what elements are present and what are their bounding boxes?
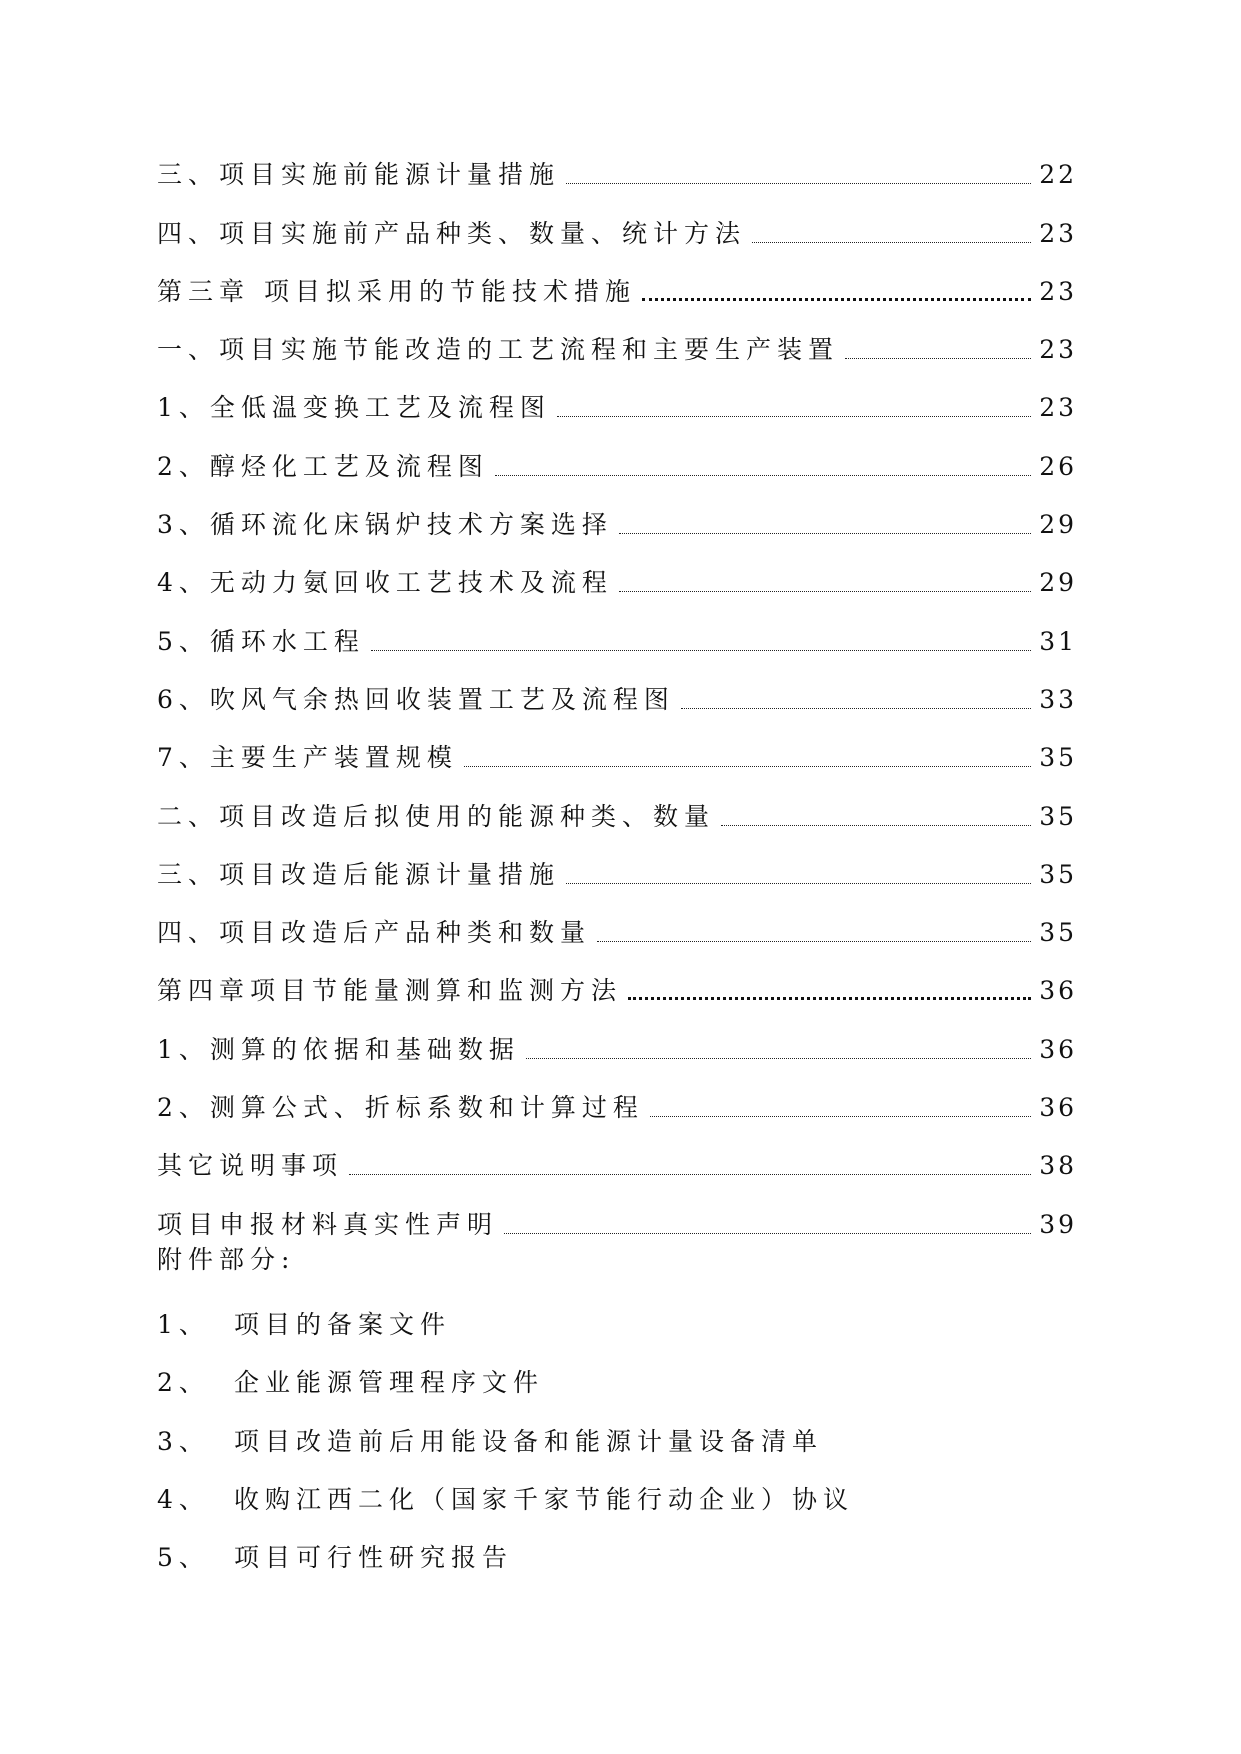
toc-page-number: 23 [1039,393,1077,423]
toc-leader-dots [619,591,1031,592]
toc-leader-dots [464,766,1031,767]
attachment-number: 1、 [157,1310,210,1340]
attachment-text: 收购江西二化（国家千家节能行动企业）协议 [234,1485,855,1515]
attachment-number: 5、 [157,1543,210,1573]
toc-leader-dots [526,1058,1031,1059]
toc-leader-dots [371,650,1031,651]
toc-leader-dots [566,883,1031,884]
toc-page-number: 26 [1039,451,1077,481]
toc-page-number: 36 [1039,976,1077,1006]
toc-leader-dots [721,825,1031,826]
toc-entry-title: 一、项目实施节能改造的工艺流程和主要生产装置 [157,335,840,365]
attachment-item [157,1352,1077,1410]
toc-page-number: 22 [1039,160,1077,190]
toc-row[interactable] [157,1071,1077,1129]
toc-entry-title: 第四章项目节能量测算和监测方法 [157,976,623,1006]
attachments-list [157,1294,1077,1585]
toc-entry-title: 7、主要生产装置规模 [157,743,458,773]
attachment-text: 项目可行性研究报告 [234,1543,514,1573]
toc-leader-dots [681,708,1031,709]
attachment-number: 3、 [157,1426,210,1456]
attachment-item [157,1469,1077,1527]
toc-leader-dots [597,941,1031,942]
toc-entry-title: 3、循环流化床锅炉技术方案选择 [157,510,613,540]
toc-row[interactable] [157,779,1077,837]
toc-entry-title: 项目申报材料真实性声明 [157,1209,499,1239]
toc-page-number: 29 [1039,510,1077,540]
toc-page-number: 35 [1039,859,1077,889]
attachment-item [157,1411,1077,1469]
toc-row[interactable] [157,546,1077,604]
toc-page-number: 23 [1039,335,1077,365]
toc-row[interactable] [157,196,1077,254]
table-of-contents [157,138,1077,1246]
toc-page-number: 33 [1039,684,1077,714]
toc-entry-title: 2、醇烃化工艺及流程图 [157,451,489,481]
toc-row[interactable] [157,371,1077,429]
attachment-text: 企业能源管理程序文件 [234,1368,545,1398]
toc-page-number: 36 [1039,1093,1077,1123]
toc-page-number: 35 [1039,918,1077,948]
toc-entry-title: 第三章 项目拟采用的节能技术措施 [157,276,636,306]
toc-entry-title: 1、测算的依据和基础数据 [157,1034,520,1064]
toc-page-number: 23 [1039,276,1077,306]
toc-chapter-row[interactable] [157,255,1077,313]
toc-leader-dots [619,533,1031,534]
toc-entry-title: 2、测算公式、折标系数和计算过程 [157,1093,644,1123]
toc-entry-title: 1、全低温变换工艺及流程图 [157,393,551,423]
toc-leader-dots [752,242,1031,243]
toc-row[interactable] [157,1187,1077,1245]
toc-page-number: 38 [1039,1151,1077,1181]
toc-entry-title: 4、无动力氨回收工艺技术及流程 [157,568,613,598]
toc-page-number: 23 [1039,218,1077,248]
attachment-text: 项目的备案文件 [234,1310,452,1340]
attachment-number: 4、 [157,1485,210,1515]
toc-row[interactable] [157,488,1077,546]
toc-row[interactable] [157,838,1077,896]
toc-row[interactable] [157,896,1077,954]
toc-entry-title: 5、循环水工程 [157,626,365,656]
toc-row[interactable] [157,429,1077,487]
attachment-number: 2、 [157,1368,210,1398]
toc-leader-dots [650,1116,1031,1117]
toc-page-number: 35 [1039,801,1077,831]
toc-leader-dots [845,358,1031,359]
toc-leader-dots [349,1174,1031,1175]
toc-row[interactable] [157,313,1077,371]
toc-row[interactable] [157,1012,1077,1070]
toc-entry-title: 6、吹风气余热回收装置工艺及流程图 [157,684,675,714]
attachment-item [157,1294,1077,1352]
toc-row[interactable] [157,1129,1077,1187]
toc-page-number: 35 [1039,743,1077,773]
toc-leader-dots [642,298,1031,301]
toc-chapter-row[interactable] [157,954,1077,1012]
toc-leader-dots [566,183,1031,184]
toc-row[interactable] [157,663,1077,721]
toc-leader-dots [557,416,1031,417]
attachment-item [157,1527,1077,1585]
toc-entry-title: 三、项目改造后能源计量措施 [157,859,561,889]
toc-page-number: 29 [1039,568,1077,598]
toc-page-number: 36 [1039,1034,1077,1064]
toc-entry-title: 三、项目实施前能源计量措施 [157,160,561,190]
toc-leader-dots [495,475,1031,476]
attachments-heading: 附件部分: [157,1245,296,1274]
toc-leader-dots [628,997,1031,1000]
toc-row[interactable] [157,721,1077,779]
attachment-text: 项目改造前后用能设备和能源计量设备清单 [234,1426,824,1456]
toc-entry-title: 四、项目改造后产品种类和数量 [157,918,592,948]
toc-row[interactable] [157,604,1077,662]
toc-page-number: 39 [1039,1209,1077,1239]
toc-entry-title: 四、项目实施前产品种类、数量、统计方法 [157,218,747,248]
toc-page-number: 31 [1039,626,1077,656]
toc-row[interactable] [157,138,1077,196]
toc-entry-title: 其它说明事项 [157,1151,344,1181]
toc-leader-dots [504,1233,1031,1234]
toc-entry-title: 二、项目改造后拟使用的能源种类、数量 [157,801,716,831]
